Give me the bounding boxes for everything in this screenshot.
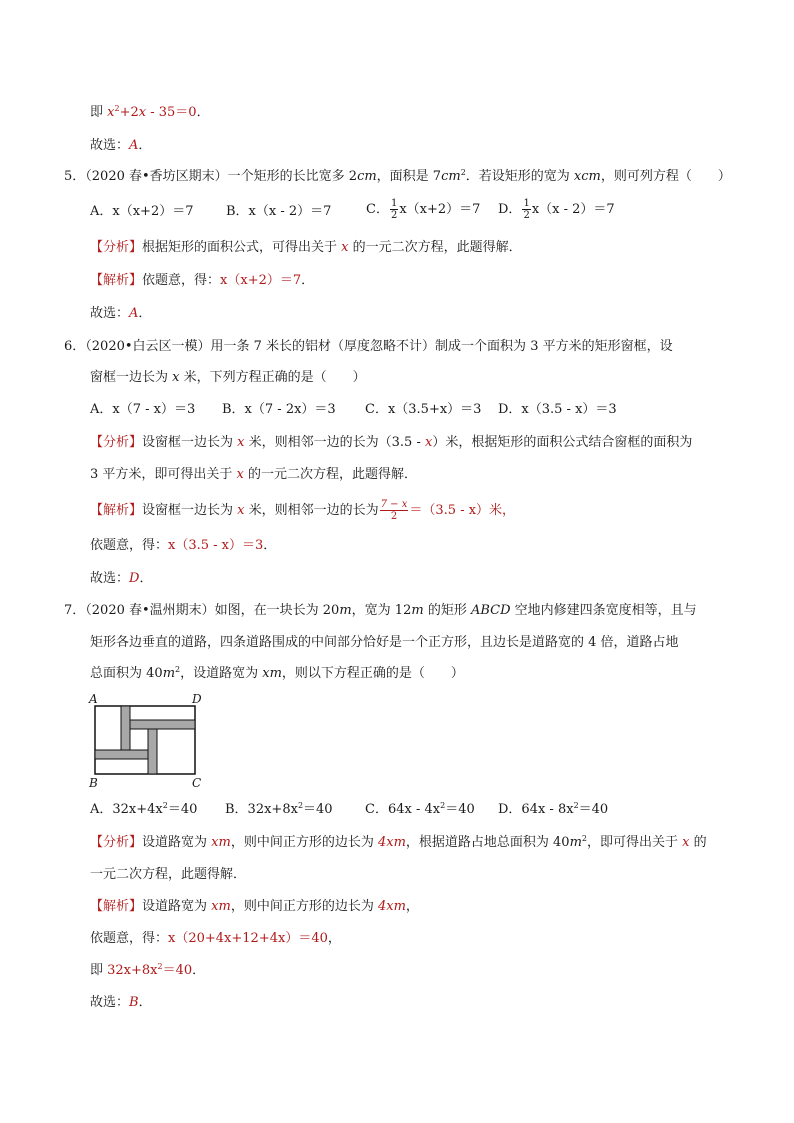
figure-label-a: A [89,692,98,706]
q7-solution-line2: 依题意，得：x（20+4x+12+4x）＝40， [90,931,341,946]
q7-stem-line1: 7．（2020 春•温州期末）如图，在一块长为 20m，宽为 12m 的矩形 ABCD 空地内修建四条宽度相等，且与 [64,603,697,618]
q6-option-b: B．x（7 - 2x）＝3 [222,402,336,417]
q6-solution-fraction: $\frac{7 - x}{2}$ [380,499,408,522]
q5-solution: 【解析】依题意，得：x（x+2）＝7． [90,273,315,288]
figure-label-d: D [192,692,202,706]
q7-stem-line3: 总面积为 $40m^2$，设道路宽为 xm，则以下方程正确的是（ ） [90,665,464,681]
figure-label-b: B [89,776,98,790]
q5-option-d: D． $\frac{1}{2}$ x（x - 2）＝7 [498,198,615,221]
q7-option-c: C．$64x - 4x^2=40$ [365,801,475,817]
road-horizontal-top [130,720,195,729]
road-horizontal-bottom [95,750,148,759]
q6-answer: 故选：D． [90,571,153,586]
q5-option-c-fraction: $\frac{1}{2}$ [390,198,398,221]
q5-option-c: C． $\frac{1}{2}$ x（x+2）＝7 [366,198,481,221]
q6-option-d: D．x（3.5 - x）＝3 [498,402,617,417]
q6-solution-line2: 依题意，得：x（3.5 - x）＝3． [90,538,277,553]
q7-solution-line1: 【解析】设道路宽为 xm，则中间正方形的边长为 4xm， [90,899,419,914]
top-equation-line: 即 $x^2+2x - 35=0$． [90,104,210,120]
top-answer-line: 故选：A． [90,138,152,153]
field-rectangle [95,706,195,774]
q7-solution-line3: 即 $32x+8x^2=40$． [90,962,206,978]
q5-option-d-fraction: $\frac{1}{2}$ [523,198,530,221]
q6-analysis-line1: 【分析】设窗框一边长为 x 米，则相邻一边的长为（3.5 - x）米，根据矩形的面积公式结合窗框的面积为 [90,435,693,450]
q5-option-b: B．x（x - 2）＝7 [226,204,332,219]
q5-answer: 故选：A． [90,306,152,321]
q7-analysis-line1: 【分析】设道路宽为 xm，则中间正方形的边长为 4xm，根据道路占地总面积为 $40m^2$，即可得出关于 x 的 [90,834,707,850]
q7-option-a: A．$32x+4x^2=40$ [90,801,198,817]
q7-stem-line2: 矩形各边垂直的道路，四条道路围成的中间部分恰好是一个正方形，且边长是道路宽的 4 倍，道路占地 [90,635,679,650]
q6-option-a: A．x（7 - x）＝3 [90,402,196,417]
q6-option-c: C．x（3.5+x）＝3 [365,402,482,417]
q6-solution-line1: 【解析】设窗框一边长为 x 米，则相邻一边的长为 $\frac{7 - x}{2}$ ＝（3.5 - x）米， [90,499,516,522]
q6-stem-line1: 6．（2020•白云区一模）用一条 7 米长的铝材（厚度忽略不计）制成一个面积为 3 平方米的矩形窗框，设 [64,339,673,354]
q7-option-b: B．$32x+8x^2=40$ [225,801,333,817]
road-vertical-right [148,729,157,774]
q5-option-a: A．x（x+2）＝7 [90,204,194,219]
q6-analysis-line2: 3 平方米，即可得出关于 x 的一元二次方程，此题得解． [90,467,418,482]
road-diagram [94,705,196,775]
figure-label-c: C [192,776,202,790]
road-vertical-left [121,706,130,750]
q7-answer: 故选：B． [90,995,152,1010]
q7-analysis-line2: 一元二次方程，此题得解． [90,867,247,882]
q7-option-d: D．$64x - 8x^2=40$ [498,801,609,817]
q5-stem: 5．（2020 春•香坊区期末）一个矩形的长比宽多 2cm，面积是 $7cm^2$．若设矩形的宽为 xcm，则可列方程（ ） [64,168,731,184]
q5-analysis: 【分析】根据矩形的面积公式，可得出关于 x 的一元二次方程，此题得解． [90,240,522,255]
q6-stem-line2: 窗框一边长为 x 米，下列方程正确的是（ ） [90,370,366,385]
